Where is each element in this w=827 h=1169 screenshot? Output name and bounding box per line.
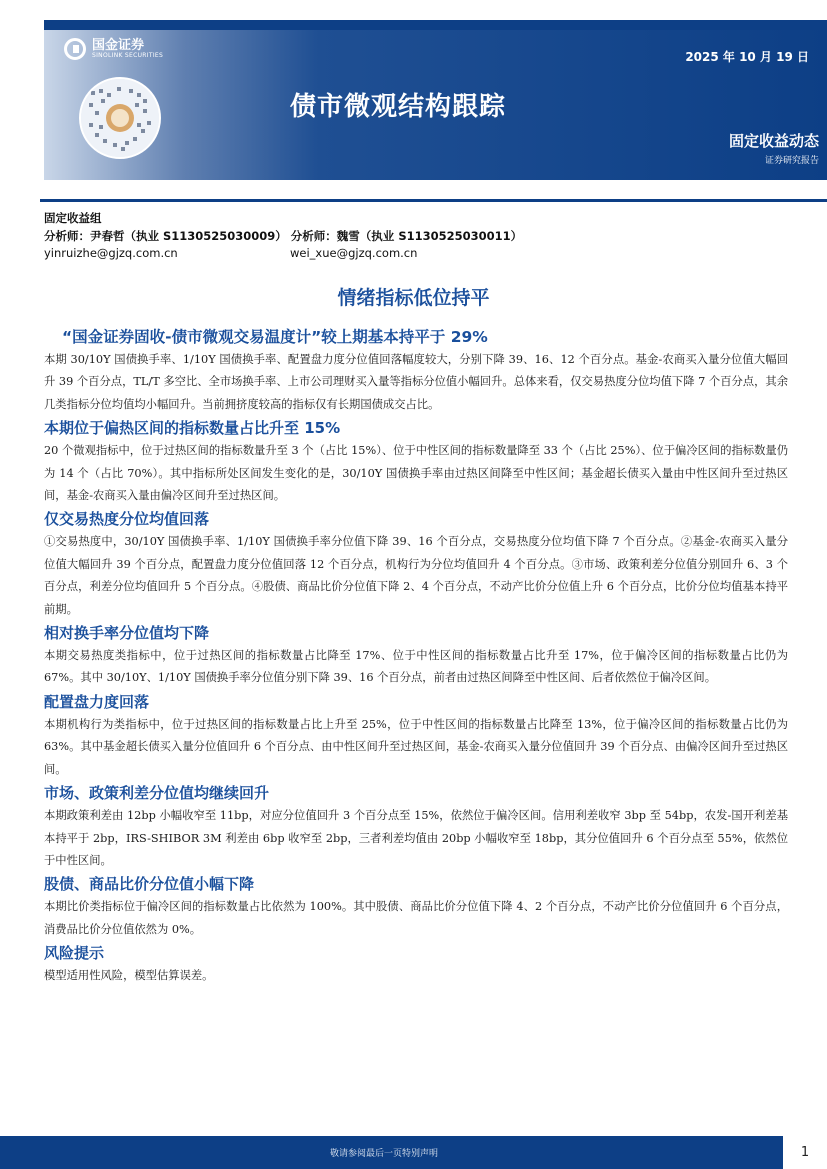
report-series-title: 债市微观结构跟踪 [290,92,507,122]
qr-code-icon [79,77,161,159]
logo-cn: 国金证券 [92,37,145,53]
section-heading: 配置盘力度回落 [44,692,150,711]
logo-en: SINOLINK SECURITIES [92,51,164,59]
analyst-email-2[interactable]: wei_xue@gjzq.com.cn [290,246,418,260]
section-body: ①交易热度中，30/10Y 国债换手率、1/10Y 国债换手率分位值下降 39、16 个百分点，交易热度分位均值下降 7 个百分点。②基金-农商买入量分位值大幅回升 39 个百分点，配置盘力度分位值回落 12 个百分点，机构行为分位均值回升 4 个百分点。③市场、政策利差分位值分别回升 6、3 个百分点，利差分位均值回升 5 个百分点。④股债、商品比价分位值下降 2、4 个百分点，不动产比价分位值上升 6 个百分点，比价分位均值基本持平前期。 [44,535,788,616]
analysts-text: 分析师：尹春哲（执业 S1130525030009） 分析师：魏雪（执业 S1130525030011） [44,229,523,243]
header-divider [40,199,827,202]
report-body [44,325,788,988]
report-banner [44,20,827,180]
section-body: 本期比价类指标位于偏冷区间的指标数量占比依然为 100%。其中股债、商品比价分位值下降 4、2 个百分点，不动产比价分位值回升 6 个百分点，消费品比价分位值依然为 0%。 [44,900,788,936]
banner-top-bar [44,20,827,30]
research-group [44,210,102,226]
section-heading: 仅交易热度分位均值回落 [44,510,210,529]
risk-body: 模型适用性风险，模型估算误差。 [44,969,214,983]
analysts-line [44,228,522,244]
section-body: 本期机构行为类指标中，位于过热区间的指标数量占比上升至 25%，位于中性区间的指标数量占比降至 13%，位于偏冷区间的指标数量占比仍为 63%。其中基金超长债买入量分位值回升 6 个百分点、由中性区间升至过热区间，基金-农商买入量分位值回升 39 个百分点、由偏冷区间升至过热区间。 [44,717,788,776]
page-footer [0,1136,827,1169]
section-heading: 相对换手率分位值均下降 [44,624,210,643]
report-category: 固定收益动态 [728,132,819,150]
report-type: 证券研究报告 [764,156,819,166]
group-label: 固定收益组 [44,211,102,225]
report-main-title: 情绪指标低位持平 [337,287,490,309]
section-heading: 股债、商品比价分位值小幅下降 [44,875,255,894]
section-heading: 市场、政策利差分位值均继续回升 [44,784,270,803]
page-number: 1 [783,1136,827,1169]
disclaimer-note: 敬请参阅最后一页特别声明 [329,1149,438,1159]
section-heading: 本期位于偏热区间的指标数量占比升至 15% [44,419,341,438]
logo-mark-icon [64,38,86,60]
company-logo [64,38,163,60]
section-body: 本期政策利差由 12bp 小幅收窄至 11bp，对应分位值回升 3 个百分点至 15%，依然位于偏冷区间。信用利差收窄 3bp 至 54bp，农发-国开利差基本持平于 2bp，IRS-SHIBOR 3M 利差由 6bp 收窄至 2bp，三者利差均值由 20bp 小幅收窄至 18bp，其分位值回升 6 个百分点至 55%，依然位于中性区间。 [44,809,788,867]
section-body: 本期交易热度类指标中，位于过热区间的指标数量占比降至 17%、位于中性区间的指标数量占比升至 17%，位于偏冷区间的指标数量占比仍为 67%。其中 30/10Y、1/10Y 国债换手率分位值分别下降 39、16 个百分点，前者由过热区间降至中性区间、后者依然位于偏冷区间。 [44,649,789,685]
logo-text [92,39,163,60]
section-body: 本期 30/10Y 国债换手率、1/10Y 国债换手率、配置盘力度分位值回落幅度较大，分别下降 39、16、12 个百分点。基金-农商买入量分位值大幅回升 39 个百分点，TL/T 多空比、全市场换手率、上市公司理财买入量等指标分位值小幅回升。总体来看，仅交易热度分位均值下降 7 个百分点，其余几类指标分位均值均小幅回升。当前拥挤度较高的指标仅有长期国债成交占比。 [44,353,788,411]
analyst-email-1[interactable]: yinruizhe@gjzq.com.cn [44,246,178,260]
section-body: 20 个微观指标中，位于过热区间的指标数量升至 3 个（占比 15%）、位于中性区间的指标数量降至 33 个（占比 25%）、位于偏冷区间的指标数量仍为 14 个（占比 70%）。其中指标所处区间发生变化的是，30/10Y 国债换手率由过热区间降至中性区间；基金超长债买入量由中性区间升至过热区间，基金-农商买入量由偏冷区间升至过热区间。 [44,444,788,503]
section-heading: “国金证券固收-债市微观交易温度计”较上期基本持平于 29% [62,328,488,346]
risk-heading: 风险提示 [44,944,105,963]
report-date: 2025 年 10 月 19 日 [685,50,809,64]
